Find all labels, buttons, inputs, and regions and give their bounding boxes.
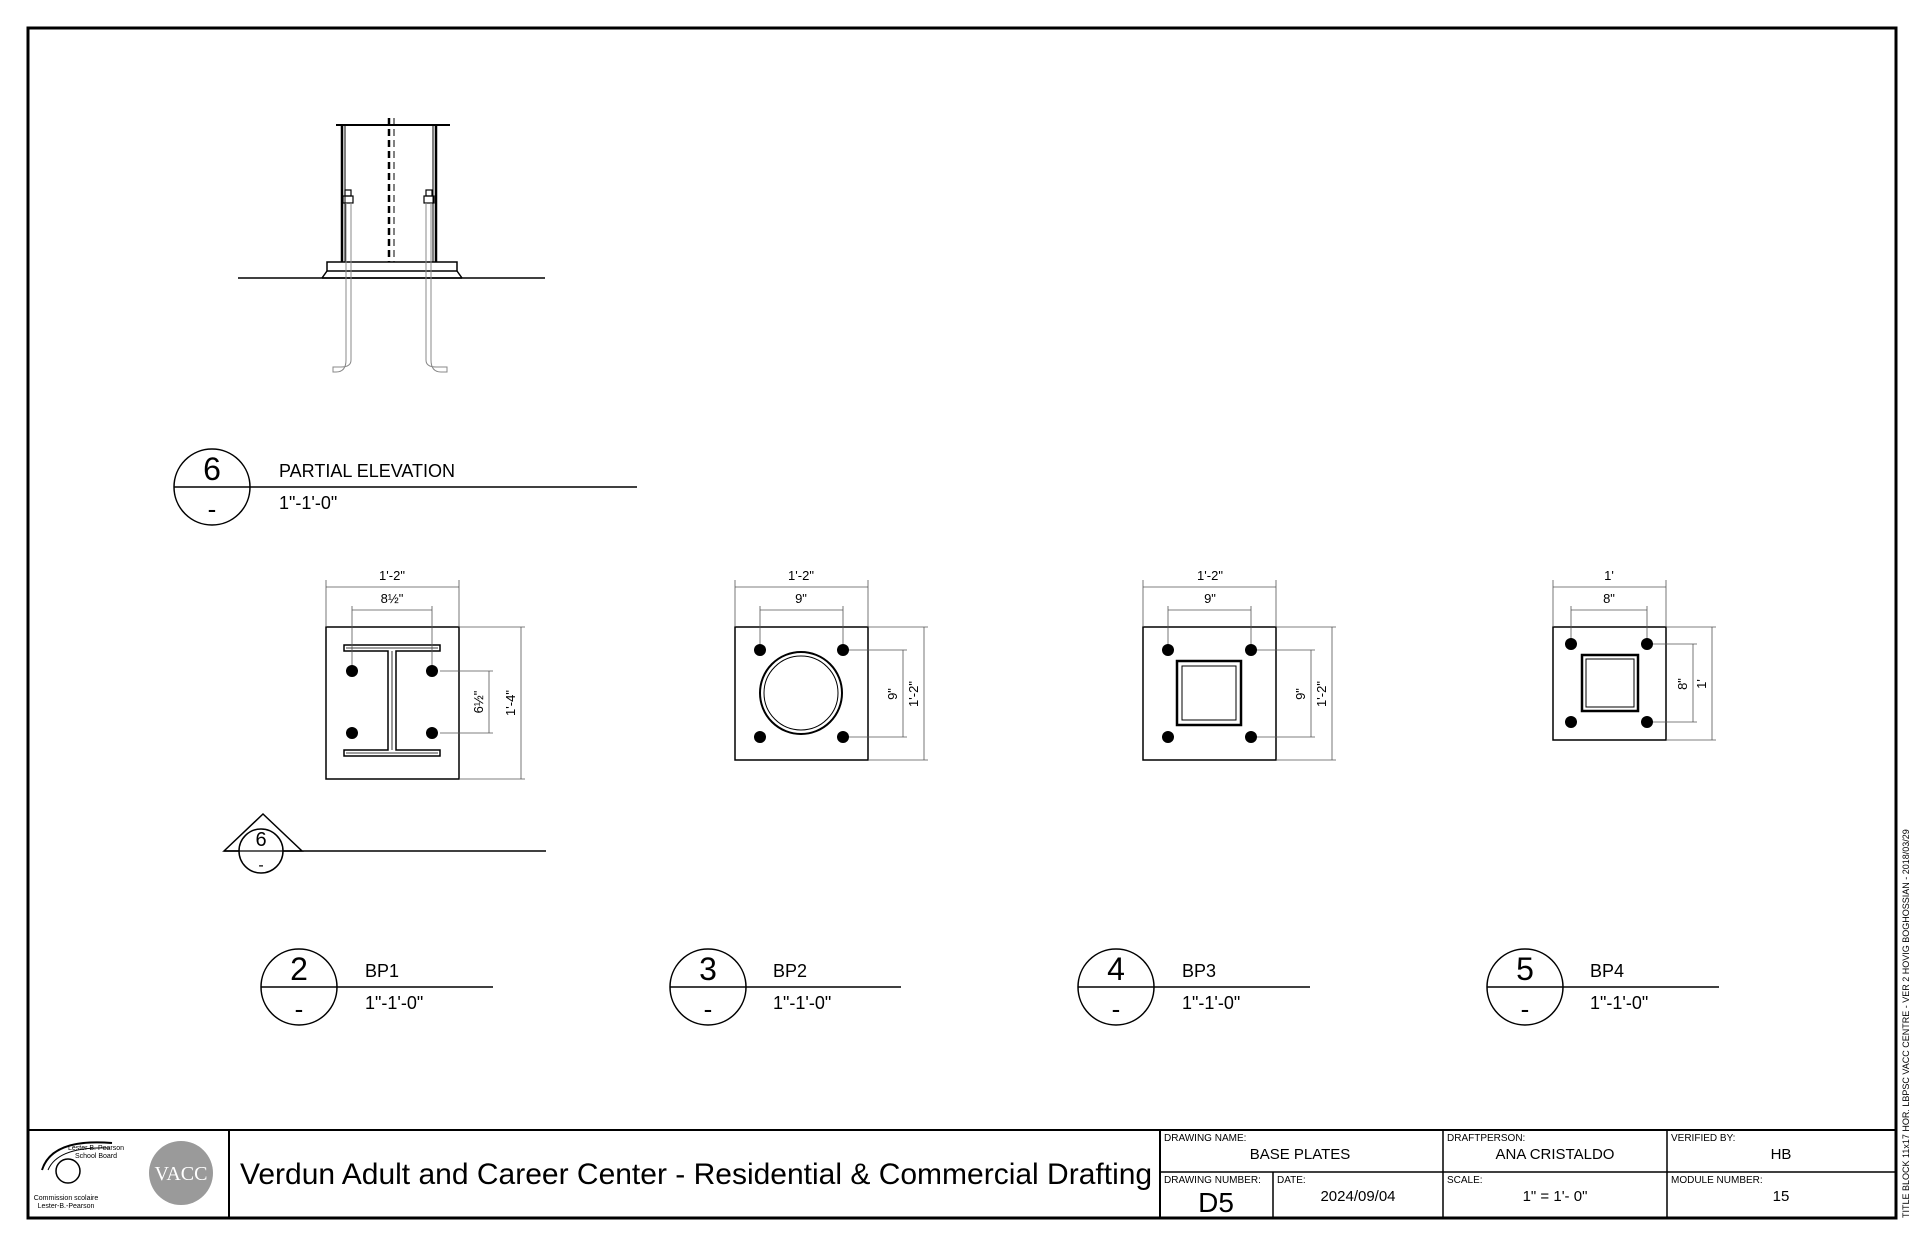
bp4-dim-side-inner: 8" <box>1675 678 1690 690</box>
globe-icon <box>56 1159 80 1183</box>
bp2-dim-top-outer: 1'-2" <box>788 568 814 583</box>
bp4-sheet-ref: - <box>1520 994 1530 1024</box>
logo-board-en-2: School Board <box>74 1153 118 1160</box>
verified-by-label: VERIFIED BY: <box>1671 1133 1736 1144</box>
bp1-title: BP1 <box>365 961 400 981</box>
bp2-dimensions <box>788 568 921 707</box>
bp4-callout <box>1487 949 1719 1025</box>
bp3-dim-side-outer: 1'-2" <box>1314 681 1329 707</box>
bp2-plan <box>735 580 928 760</box>
drawing-number: D5 <box>1198 1187 1234 1218</box>
bp2-sheet-ref: - <box>703 994 713 1024</box>
lbpsb-logo <box>34 1142 124 1210</box>
elevation-detail-number: 6 <box>203 451 221 487</box>
bp3-dimensions <box>1197 568 1329 707</box>
bp1-callout <box>261 949 493 1025</box>
module-number: 15 <box>1772 1188 1790 1205</box>
draftperson-label: DRAFTPERSON: <box>1447 1133 1526 1144</box>
bp4-dim-side-outer: 1' <box>1694 679 1709 689</box>
bp1-dim-side-inner: 6½" <box>471 690 486 714</box>
elevation-callout <box>174 449 637 525</box>
bp3-scale: 1"-1'-0" <box>1182 993 1241 1013</box>
vacc-logo <box>149 1141 213 1205</box>
elevation-sheet-ref: - <box>207 494 217 524</box>
verified-by: HB <box>1770 1146 1792 1163</box>
bp1-dim-side-outer: 1'-4" <box>503 690 518 716</box>
bp4-title: BP4 <box>1590 961 1625 981</box>
bp3-dim-top-outer: 1'-2" <box>1197 568 1223 583</box>
school-title: Verdun Adult and Career Center - Residential & Commercial Drafting <box>240 1158 1153 1191</box>
scale-value: 1" = 1'- 0" <box>1522 1188 1588 1205</box>
bp3-title: BP3 <box>1182 961 1217 981</box>
bp2-detail-number: 3 <box>699 951 717 987</box>
drawing-number-label: DRAWING NUMBER: <box>1164 1175 1261 1186</box>
bp2-dim-top-inner: 9" <box>795 591 807 606</box>
bp4-scale: 1"-1'-0" <box>1590 993 1649 1013</box>
partial-elevation-drawing <box>238 118 545 372</box>
date-label: DATE: <box>1277 1175 1306 1186</box>
bp1-dim-top-outer: 1'-2" <box>379 568 405 583</box>
bp4-plan <box>1553 580 1716 740</box>
drawing-name-label: DRAWING NAME: <box>1164 1133 1247 1144</box>
bp4-dim-top-outer: 1' <box>1604 568 1614 583</box>
title-block <box>28 1130 1896 1218</box>
bp2-dim-side-inner: 9" <box>885 688 900 700</box>
elevation-scale: 1"-1'-0" <box>279 493 338 513</box>
bp1-plan <box>326 580 525 779</box>
bp1-scale: 1"-1'-0" <box>365 993 424 1013</box>
bp1-sheet-ref: - <box>294 994 304 1024</box>
section-marker <box>224 814 546 874</box>
module-number-label: MODULE NUMBER: <box>1671 1175 1763 1186</box>
bp2-callout <box>670 949 901 1025</box>
bp2-title: BP2 <box>773 961 808 981</box>
scale-label: SCALE: <box>1447 1175 1483 1186</box>
title-block-side-note: TITLE BLOCK 11x17 HOR. LBPSC VACC CENTRE - VER 2 HOVIG BOGHOSSIAN - 2018/03/29 <box>1901 829 1911 1218</box>
date: 2024/09/04 <box>1320 1188 1396 1205</box>
logo-board-en-1: Lester B. Pearson <box>67 1145 125 1152</box>
bp2-scale: 1"-1'-0" <box>773 993 832 1013</box>
section-marker-sheet-ref: - <box>258 857 264 874</box>
bp3-callout <box>1078 949 1310 1025</box>
logo-board-fr-1: Commission scolaire <box>33 1195 99 1202</box>
bp3-sheet-ref: - <box>1111 994 1121 1024</box>
logo-board-fr-2: Lester-B.-Pearson <box>37 1203 95 1210</box>
bp2-dim-side-outer: 1'-2" <box>906 681 921 707</box>
bp3-dim-side-inner: 9" <box>1293 688 1308 700</box>
sheet-border <box>28 28 1896 1218</box>
bp1-detail-number: 2 <box>290 951 308 987</box>
draftperson: ANA CRISTALDO <box>1495 1146 1615 1163</box>
vacc-logo-text: VACC <box>154 1163 208 1185</box>
bp3-detail-number: 4 <box>1107 951 1125 987</box>
bp3-dim-top-inner: 9" <box>1204 591 1216 606</box>
section-marker-number: 6 <box>255 829 267 851</box>
bp3-plan <box>1143 580 1336 760</box>
bp4-detail-number: 5 <box>1516 951 1534 987</box>
bp1-dim-top-inner: 8½" <box>380 591 404 606</box>
bp1-dimensions <box>379 568 518 716</box>
bp4-dim-top-inner: 8" <box>1603 591 1615 606</box>
elevation-title: PARTIAL ELEVATION <box>279 461 456 481</box>
drawing-name: BASE PLATES <box>1249 1146 1351 1163</box>
